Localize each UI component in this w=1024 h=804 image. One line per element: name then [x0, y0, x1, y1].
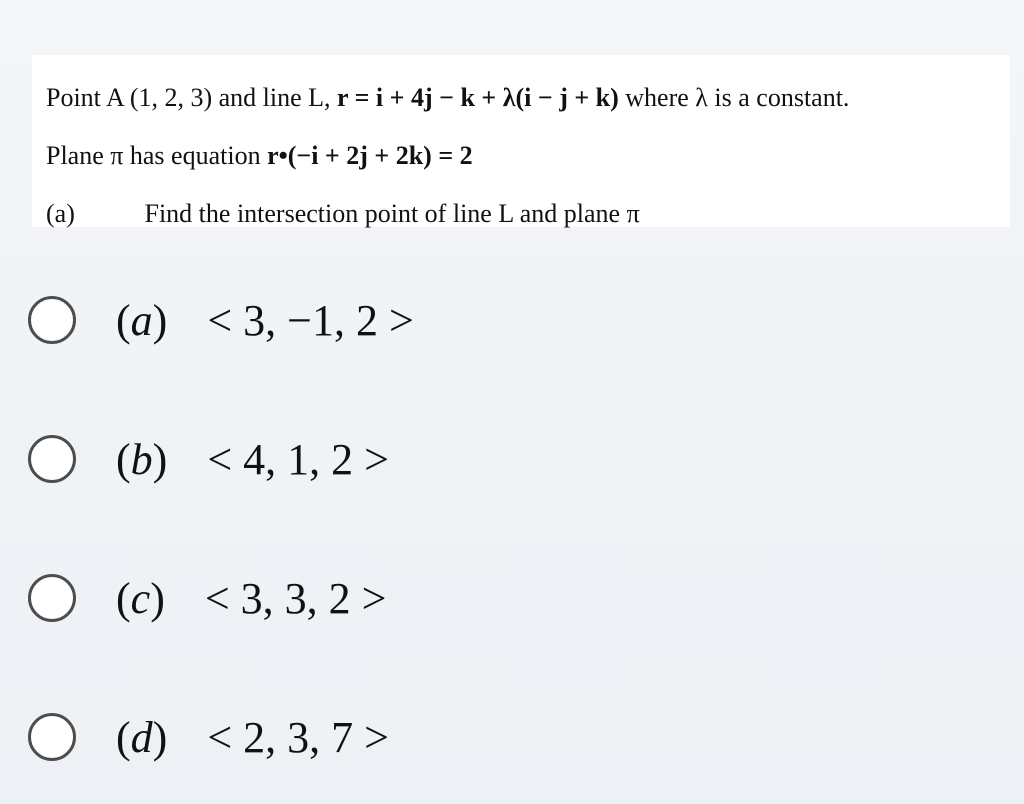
line-vector-equation: r = i + 4j − k + λ(i − j + k) — [337, 83, 619, 112]
question-line-3 — [46, 201, 640, 227]
option-value: < 4, 1, 2 > — [207, 434, 389, 484]
option-letter: (a) — [116, 295, 168, 345]
option-value: < 3, 3, 2 > — [204, 573, 387, 623]
option-c[interactable] — [28, 563, 588, 633]
radio-button-d[interactable] — [28, 713, 76, 761]
plane-intro: Plane π has equation — [46, 141, 261, 170]
option-value: < 3, −1, 2 > — [207, 295, 414, 345]
part-label: (a) — [46, 199, 75, 228]
question-suffix: where λ is a constant. — [625, 83, 850, 112]
question-prompt: Find the intersection point of line L and plane π — [144, 199, 640, 228]
radio-button-a[interactable] — [28, 296, 76, 344]
option-b[interactable] — [28, 424, 588, 494]
option-letter: (d) — [116, 712, 168, 762]
radio-button-c[interactable] — [28, 574, 76, 622]
question-line-1 — [46, 85, 849, 111]
question-card — [32, 55, 1010, 227]
plane-equation: r•(−i + 2j + 2k) = 2 — [267, 141, 473, 170]
option-letter: (c) — [116, 573, 165, 623]
question-intro: Point A (1, 2, 3) and line L, — [46, 83, 331, 112]
option-a[interactable] — [28, 285, 588, 355]
option-value: < 2, 3, 7 > — [207, 712, 389, 762]
option-d[interactable] — [28, 702, 588, 772]
question-line-2 — [46, 143, 473, 169]
radio-button-b[interactable] — [28, 435, 76, 483]
option-letter: (b) — [116, 434, 168, 484]
